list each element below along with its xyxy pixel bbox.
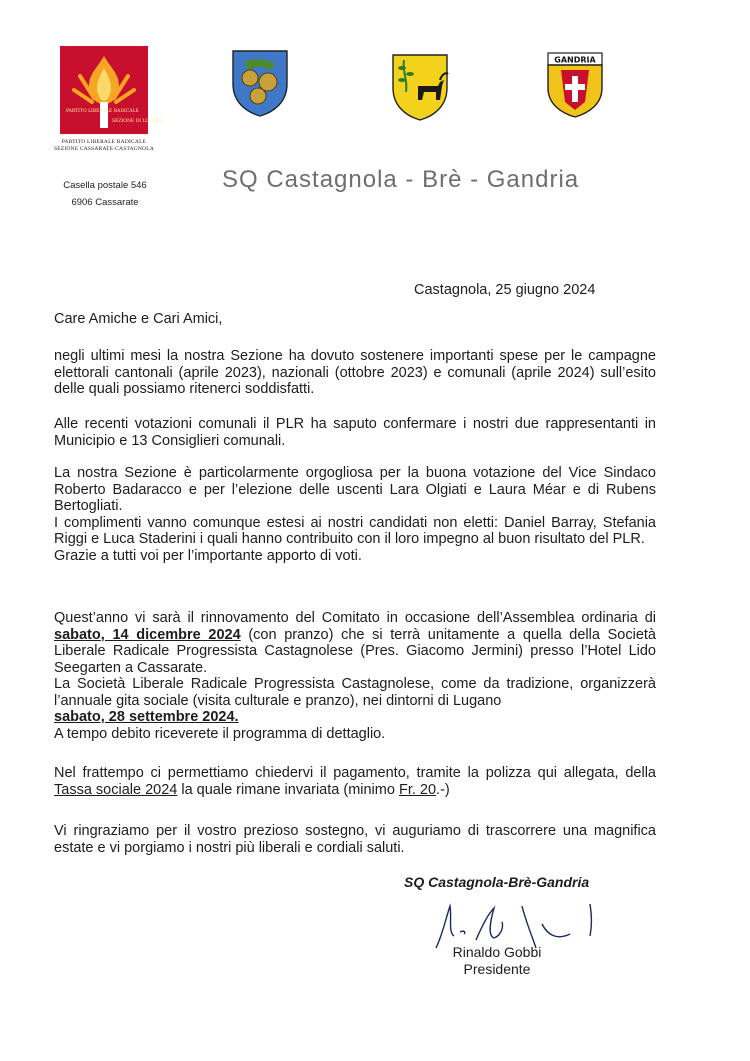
fee-note: la quale rimane invariata (minimo <box>181 781 395 798</box>
signatory <box>447 944 547 978</box>
postal-city: 6906 Cassarate <box>71 197 139 208</box>
trip-text: La Società Liberale Radicale Progressista Castagnolese, come da tradizione, organizzerà l’annuale gita sociale (visita culturale e pranzo), nei dintorni di Lugano <box>54 676 656 709</box>
salutation: Care Amiche e Cari Amici, <box>54 311 223 327</box>
gandria-crest-label: GANDRIA <box>554 55 596 65</box>
letter-date: Castagnola, 25 giugno 2024 <box>414 282 596 298</box>
assembly-details: (con pranzo) che si terrà unitamente a quella della Società Liberale Radicale Progressista Castagnolese (Pres. Giacomo Jermini) presso l’Hotel Lido Seegarten a Cassarate. <box>54 626 656 676</box>
logo-caption: PARTITO LIBERALE RADICALE SEZIONE CASSARATE-CASTAGNOLA <box>53 139 155 152</box>
payment-intro: Nel frattempo ci permettiamo chiedervi il pagamento, tramite la polizza qui allegata, della <box>54 765 656 781</box>
paragraph-results: Alle recenti votazioni comunali il PLR ha saputo confermare i nostri due rappresentanti in Municipio e 13 Consiglieri comunali. <box>54 416 656 449</box>
signatory-name: Rinaldo Gobbi <box>452 944 542 960</box>
postal-address <box>40 177 170 211</box>
paragraph-congratulations-candidates: I complimenti vanno comunque estesi ai nostri candidati non eletti: Daniel Barray, Stefania Riggi e Luca Staderini i quali hanno contribuito con il loro impegno al buon risultato del PLR. <box>54 514 656 547</box>
trip-date: sabato, 28 settembre 2024 <box>54 709 235 725</box>
postal-box: Casella postale 546 <box>63 180 147 191</box>
paragraph-closing: Vi ringraziamo per il vostro prezioso sostegno, vi auguriamo di trascorrere una magnifica estate e vi porgiamo i nostri più liberali e cordiali saluti. <box>54 823 656 856</box>
fee-amount: Fr. 20 <box>398 781 437 798</box>
paragraph-assembly <box>54 610 656 742</box>
trip-date-period: . <box>234 709 239 725</box>
paragraph-thanks-votes: Grazie a tutti voi per l’importante apporto di voti. <box>54 547 362 564</box>
signatory-role: Presidente <box>463 961 531 977</box>
logo-text-right: SEZIONE DI LUGANO <box>112 119 164 124</box>
logo-text-left: PARTITO LIBERALE RADICALE <box>66 109 139 114</box>
paragraph-congratulations <box>54 465 656 564</box>
letterhead-title: SQ Castagnola - Brè - Gandria <box>222 166 580 193</box>
fee-amount-suffix: .-) <box>436 781 450 798</box>
fee-name: Tassa sociale 2024 <box>54 781 178 798</box>
plr-logo <box>60 46 164 134</box>
paragraph-campaigns: negli ultimi mesi la nostra Sezione ha dovuto sostenere importanti spese per le campagne elettorali cantonali (aprile 2023), nazionali (ottobre 2023) e comunali (aprile 2024) sull’esito delle quali possiamo ritenerci soddisfatti. <box>54 348 656 397</box>
program-note: A tempo debito riceverete il programma di dettaglio. <box>54 725 386 742</box>
signature-organization: SQ Castagnola-Brè-Gandria <box>404 874 590 890</box>
gandria-crest-icon <box>545 50 605 120</box>
paragraph-congratulations-elected: La nostra Sezione è particolarmente orgogliosa per la buona votazione del Vice Sindaco Roberto Badaracco e per l’elezione delle uscenti Lara Olgiati e Laura Méar e di Rubens Bertogliati. <box>54 465 656 514</box>
assembly-date: sabato, 14 dicembre 2024 <box>54 626 241 643</box>
assembly-intro: Quest’anno vi sarà il rinnovamento del Comitato in occasione dell’Assemblea ordinaria di <box>54 610 656 626</box>
bre-crest-icon <box>390 52 450 122</box>
paragraph-payment <box>54 765 656 798</box>
castagnola-crest-icon <box>230 48 290 118</box>
